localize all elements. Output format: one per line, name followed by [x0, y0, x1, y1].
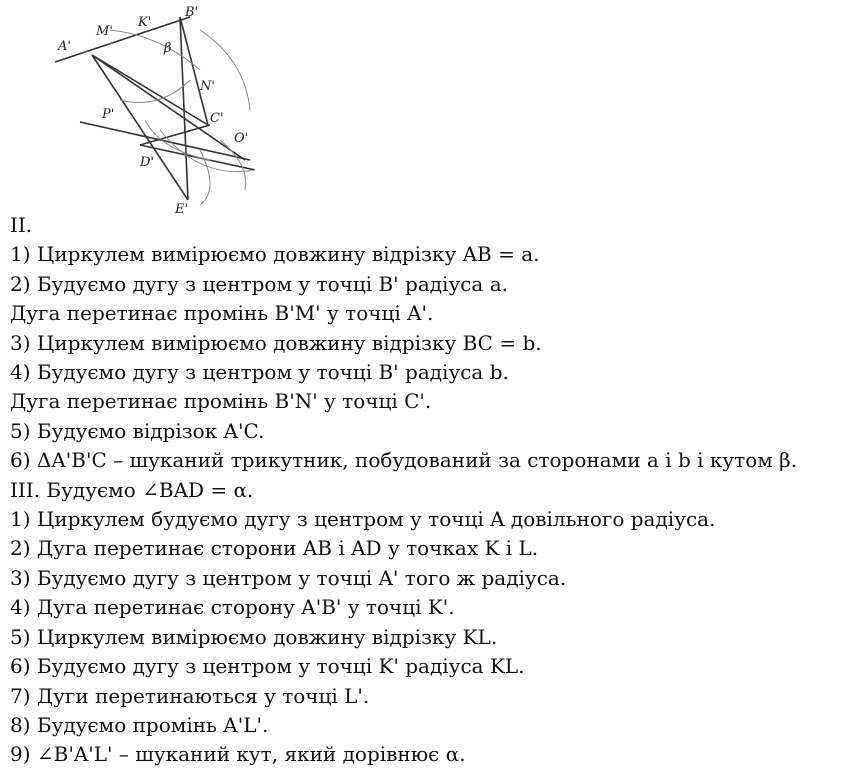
text-line: 1) Циркулем будуємо дугу з центром у точці A довільного радіуса.	[10, 507, 716, 532]
label-p: P'	[102, 107, 115, 122]
text-line: 2) Дуга перетинає сторони AB і AD у точках K і L.	[10, 536, 539, 561]
text-line: 5) Будуємо відрізок A'C.	[10, 418, 265, 443]
text-line: 5) Циркулем вимірюємо довжину відрізку KL.	[10, 624, 498, 649]
text-line: 2) Будуємо дугу з центром у точці B' радіуса a.	[10, 271, 508, 296]
text-line: 3) Будуємо дугу з центром у точці A' того ж радіуса.	[10, 565, 567, 590]
text-line: II.	[10, 213, 33, 237]
label-d: D'	[140, 155, 154, 170]
solution-text	[10, 211, 860, 770]
label-m: M'	[96, 24, 113, 39]
text-line: 9) ∠B'A'L' – шуканий кут, який дорівнює α.	[10, 742, 466, 767]
text-line: 6) ΔA'B'C – шуканий трикутник, побудований за сторонами a і b і кутом β.	[10, 448, 798, 473]
label-beta: β	[164, 41, 172, 56]
text-line: 4) Дуга перетинає сторону A'B' у точці K'.	[10, 595, 455, 620]
arc-2	[200, 30, 250, 110]
arc-1	[110, 30, 200, 70]
text-line: 7) Дуги перетинаються у точці L'.	[10, 683, 370, 708]
label-o: O'	[234, 131, 249, 146]
text-line: 4) Будуємо дугу з центром у точці B' радіуса b.	[10, 360, 509, 385]
text-line: 6) Будуємо дугу з центром у точці K' радіуса KL.	[10, 654, 525, 679]
text-line: 8) Будуємо промінь A'L'.	[10, 712, 269, 737]
text-line: 3) Циркулем вимірюємо довжину відрізку BC = b.	[10, 330, 542, 355]
text-line: Дуга перетинає промінь B'M' у точці A'.	[10, 301, 434, 326]
label-e: E'	[175, 202, 189, 215]
segment-a-o	[92, 55, 245, 160]
label-c: C'	[210, 111, 224, 126]
label-k: K'	[138, 15, 152, 30]
text-line: 1) Циркулем вимірюємо довжину відрізку AB = a.	[10, 242, 540, 267]
ray-p	[80, 122, 250, 160]
text-line: III. Будуємо ∠BAD = α.	[10, 477, 254, 502]
construction-figure	[50, 0, 270, 215]
label-b: B'	[185, 5, 199, 20]
label-n: N'	[200, 79, 215, 94]
text-line: Дуга перетинає промінь B'N' у точці C'.	[10, 389, 432, 414]
label-a: A'	[58, 39, 71, 54]
